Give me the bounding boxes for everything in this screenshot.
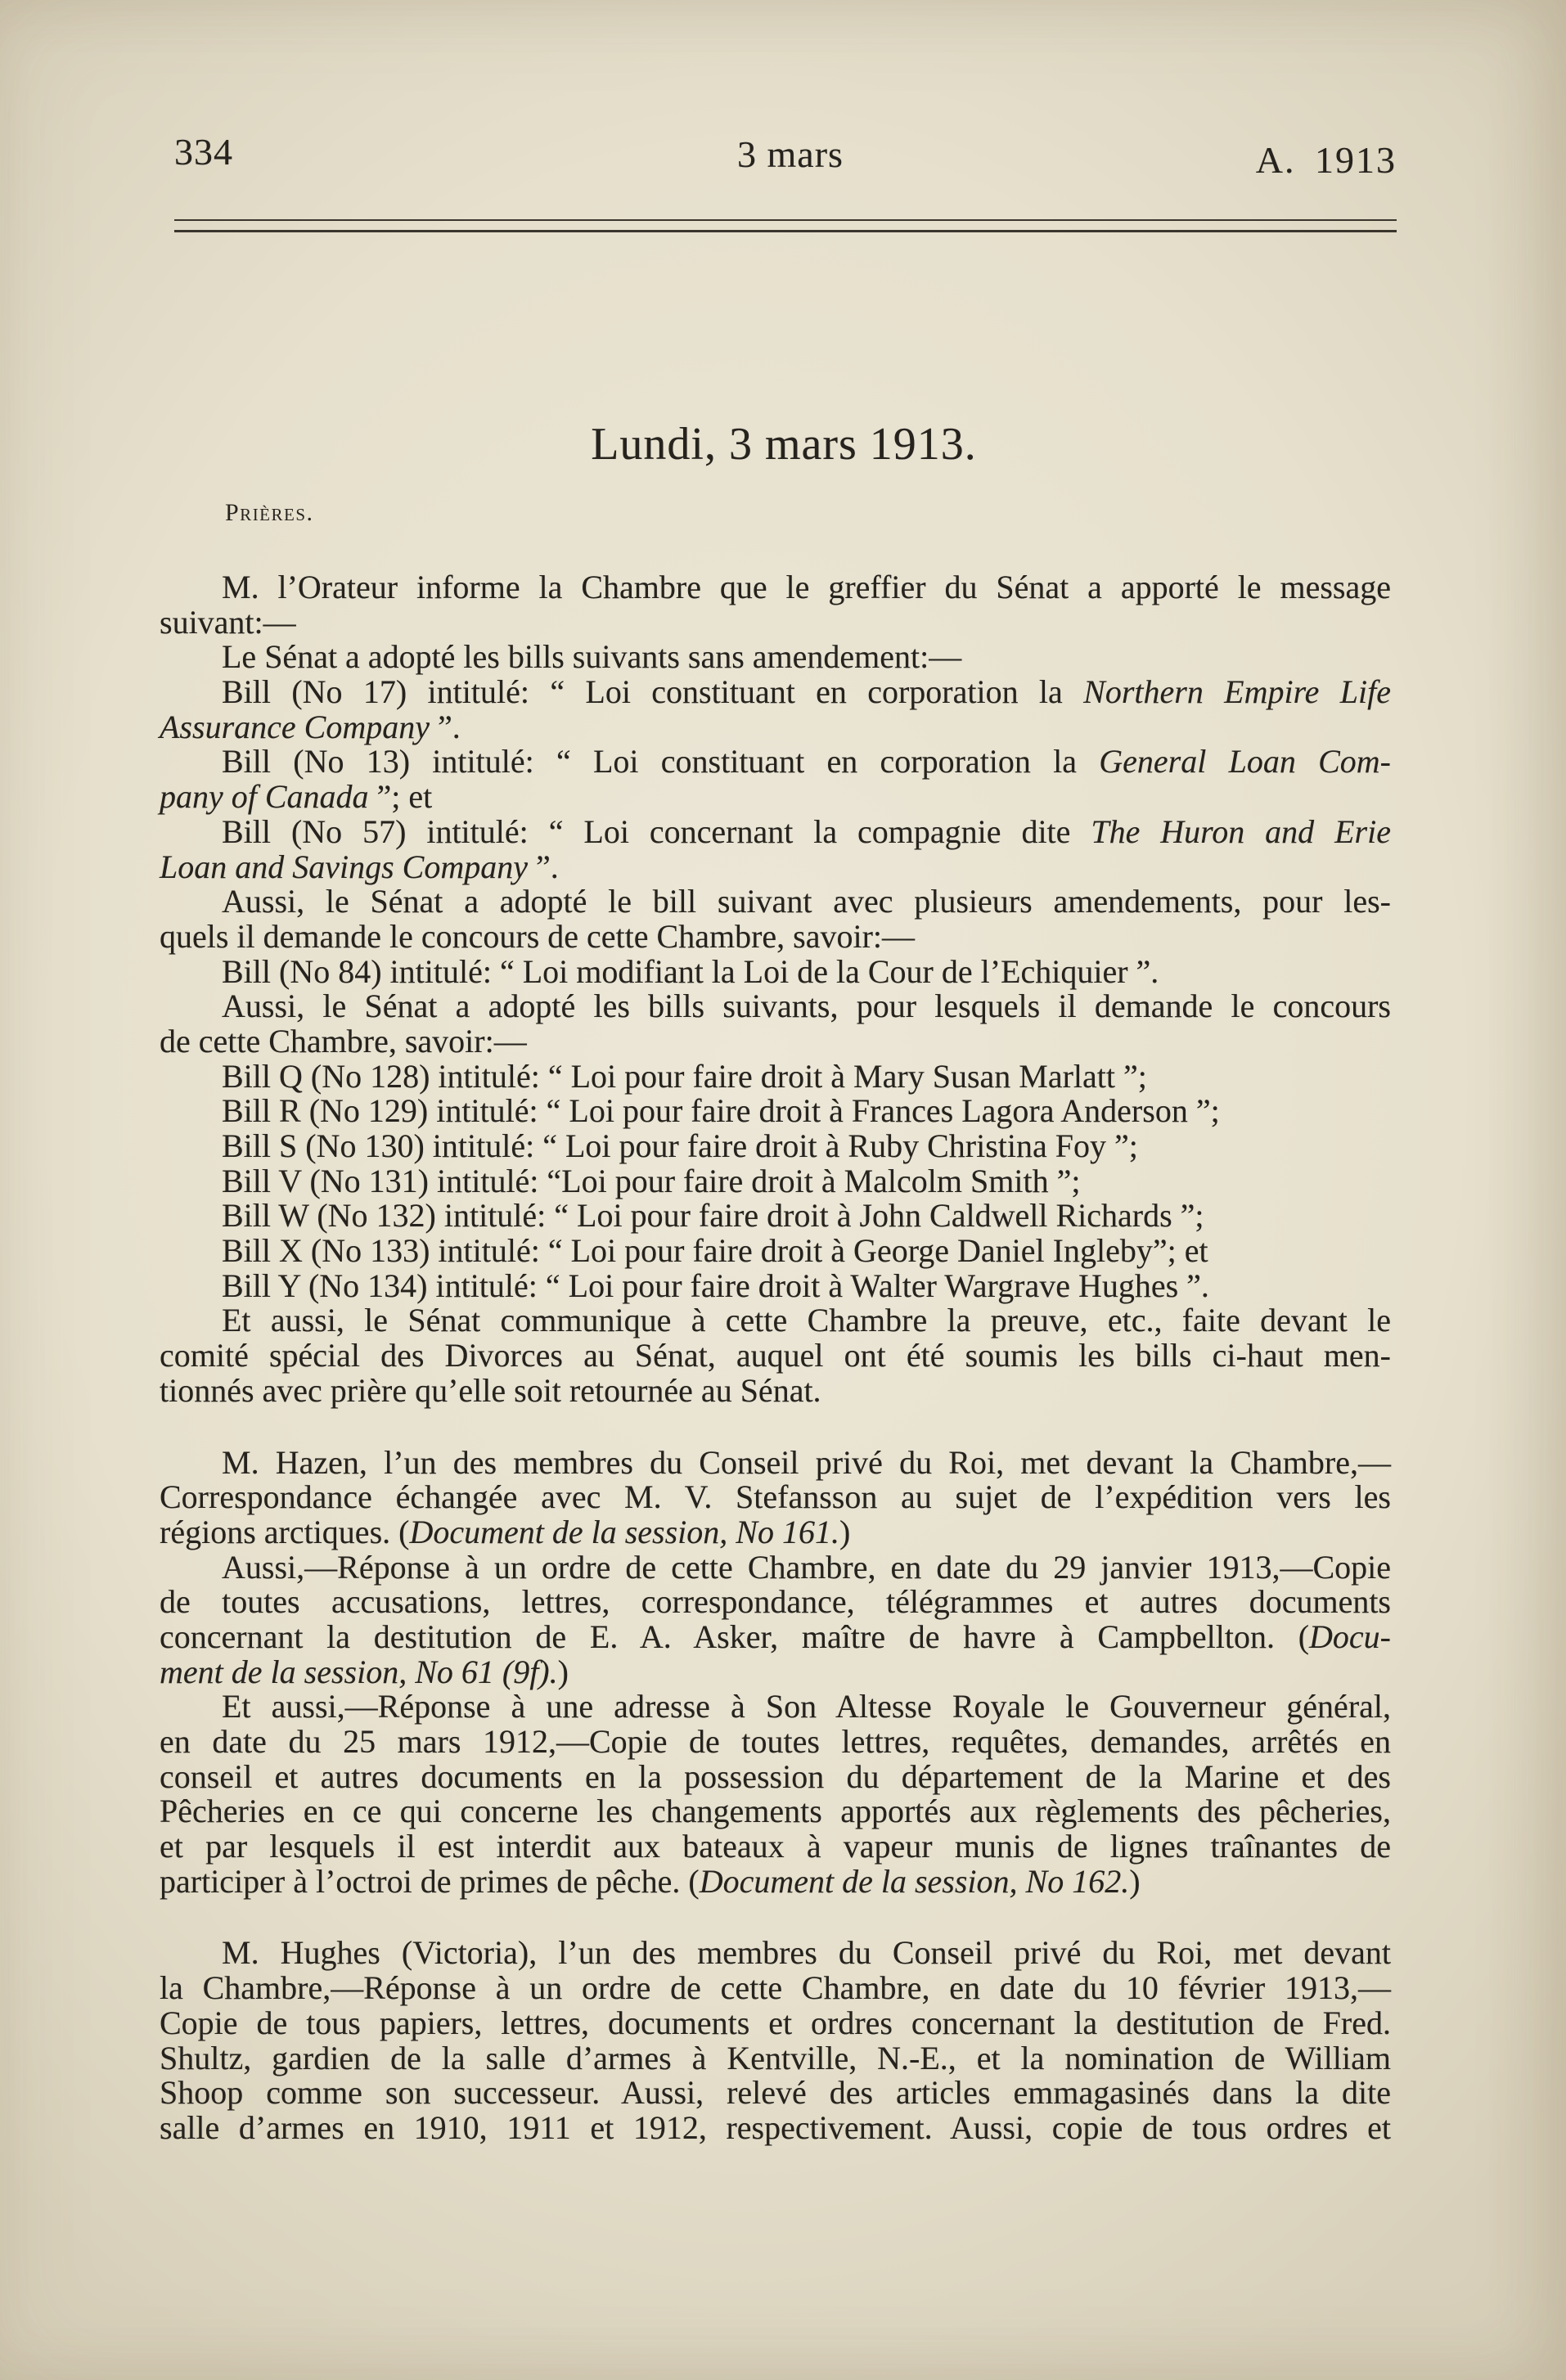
text-run: de toutes accusations, lettres, correspondance, télégrammes et autres documents <box>160 1583 1391 1621</box>
text-line <box>160 1971 1391 2006</box>
text-line <box>160 1024 1391 1060</box>
text-run: salle d’armes en 1910, 1911 et 1912, respectivement. Aussi, copie de tous ordres et <box>160 2108 1391 2146</box>
text-run: la Chambre,—Réponse à un ordre de cette Chambre, en date du 10 février 1913,— <box>160 1969 1391 2007</box>
text-run: Copie de tous papiers, lettres, documents et ordres concernant la destitution de Fred. <box>160 2004 1391 2041</box>
text-line <box>160 1936 1391 1971</box>
text-run: et par lesquels il est interdit aux bateaux à vapeur munis de lignes traînantes de <box>160 1828 1391 1865</box>
text-run: régions arctiques. ( <box>160 1513 410 1550</box>
text-line <box>160 710 1391 745</box>
text-line <box>160 1550 1391 1586</box>
text-line <box>160 1057 1391 1095</box>
paragraph <box>160 1550 1391 1690</box>
text-run: Et aussi, le Sénat communique à cette Chambre la preuve, etc., faite devant le <box>222 1302 1391 1339</box>
paragraph <box>160 1129 1391 1164</box>
text-run: Bill S (No 130) intitulé: “ Loi pour faire droit à Ruby Christina Foy ”; <box>222 1127 1138 1164</box>
text-run: Bill (No 17) intitulé: “ Loi constituant en corporation la <box>222 673 1084 711</box>
text-line <box>160 1655 1391 1690</box>
paragraph <box>160 570 1391 640</box>
italic-text: pany of Canada <box>160 778 369 816</box>
paragraph <box>160 640 1391 675</box>
italic-text: General Loan Com- <box>1099 743 1391 781</box>
italic-text: The Huron and Erie <box>1091 812 1391 850</box>
text-line <box>160 2108 1391 2146</box>
journal-entry <box>160 1936 1391 2145</box>
text-line <box>160 1129 1391 1164</box>
text-run: de cette Chambre, savoir:— <box>160 1022 527 1060</box>
text-run: Aussi,—Réponse à un ordre de cette Chambre, en date du 29 janvier 1913,—Copie <box>222 1548 1391 1586</box>
text-run: M. l’Orateur informe la Chambre que le greffier du Sénat a apporté le message <box>222 569 1391 605</box>
text-line <box>160 1266 1391 1304</box>
text-line <box>160 1617 1391 1655</box>
text-line <box>160 884 1391 920</box>
italic-text: Document de la session, No 161. <box>409 1513 839 1550</box>
paragraph <box>160 812 1391 885</box>
journal-body <box>160 570 1391 2146</box>
text-run: conseil et autres documents en la possession du département de la Marine et des <box>160 1757 1391 1795</box>
header-rule-thin <box>174 219 1397 221</box>
text-line <box>160 1480 1391 1515</box>
text-run: ) <box>557 1653 569 1690</box>
text-run: concernant la destitution de E. A. Asker, maître de havre à Campbellton. ( <box>160 1617 1310 1655</box>
text-line <box>160 1199 1391 1234</box>
text-line <box>160 989 1391 1024</box>
italic-text: Docu- <box>1309 1617 1391 1655</box>
text-line <box>160 570 1391 605</box>
running-head-year: A. 1913 <box>1255 139 1397 181</box>
text-run: suivant:— <box>160 603 296 641</box>
paragraph <box>160 745 1391 814</box>
text-line <box>160 1585 1391 1620</box>
journal-entry <box>160 1443 1391 1900</box>
italic-text: Document de la session, No 162. <box>699 1862 1130 1900</box>
text-run: tionnés avec prière qu’elle soit retournée au Sénat. <box>160 1371 821 1409</box>
text-run: Bill R (No 129) intitulé: “ Loi pour faire droit à Frances Lagora Anderson ”; <box>222 1092 1220 1130</box>
text-run: Aussi, le Sénat a adopté les bills suivants, pour lesquels il demande le concours <box>222 988 1391 1025</box>
text-line <box>160 1234 1391 1269</box>
text-run: Le Sénat a adopté les bills suivants sans amendement:— <box>222 638 962 676</box>
text-line <box>160 1164 1391 1199</box>
paragraph <box>160 1303 1391 1408</box>
paragraph <box>160 989 1391 1059</box>
text-run: Bill Q (No 128) intitulé: “ Loi pour faire droit à Mary Susan Marlatt ”; <box>222 1057 1147 1095</box>
header-rule-thick <box>174 230 1397 232</box>
text-line <box>160 1515 1391 1550</box>
text-run: Bill (No 13) intitulé: “ Loi constituant en corporation la <box>222 743 1100 781</box>
page-number: 334 <box>174 131 233 173</box>
text-run: Et aussi,—Réponse à une adresse à Son Altesse Royale le Gouverneur général, <box>222 1688 1391 1725</box>
text-run: ”; et <box>368 778 433 816</box>
paragraph <box>160 1057 1391 1095</box>
text-run: ”. <box>528 848 559 885</box>
sitting-date-heading: Lundi, 3 mars 1913. <box>591 419 977 470</box>
text-line <box>160 952 1391 990</box>
paragraph <box>160 1234 1391 1269</box>
paragraph <box>160 1689 1391 1899</box>
text-line <box>160 675 1391 710</box>
text-run: comité spécial des Divorces au Sénat, auquel ont été soumis les bills ci-haut men- <box>160 1337 1391 1374</box>
text-line <box>160 745 1391 780</box>
text-run: ”. <box>429 708 461 745</box>
text-run: M. Hughes (Victoria), l’un des membres du Conseil privé du Roi, met devant <box>222 1934 1391 1972</box>
text-run: quels il demande le concours de cette Chambre, savoir:— <box>160 917 916 955</box>
italic-text: Loan and Savings Company <box>160 848 528 885</box>
text-line <box>160 1303 1391 1338</box>
text-run: M. Hazen, l’un des membres du Conseil privé du Roi, met devant la Chambre,— <box>222 1443 1391 1481</box>
text-line <box>160 1689 1391 1725</box>
paragraph <box>160 1443 1391 1550</box>
text-line <box>160 1757 1391 1795</box>
text-line <box>160 1338 1391 1374</box>
text-run: Aussi, le Sénat a adopté le bill suivant avec plusieurs amendements, pour les- <box>222 883 1391 920</box>
text-run: en date du 25 mars 1912,—Copie de toutes lettres, requêtes, demandes, arrêtés en <box>160 1723 1391 1760</box>
text-run: Correspondance échangée avec M. V. Stefansson au sujet de l’expédition vers les <box>160 1478 1391 1516</box>
journal-entry <box>160 570 1391 1409</box>
paragraph <box>160 1266 1391 1304</box>
text-run: Bill W (No 132) intitulé: “ Loi pour faire droit à John Caldwell Richards ”; <box>222 1197 1204 1235</box>
text-run: participer à l’octroi de primes de pêche. ( <box>160 1862 700 1900</box>
text-line <box>160 850 1391 885</box>
text-run: Bill (No 84) intitulé: “ Loi modifiant la Loi de la Cour de l’Echiquier ”. <box>222 952 1159 990</box>
text-run: ) <box>839 1513 851 1550</box>
text-line <box>160 1794 1391 1829</box>
italic-text: Assurance Company <box>160 708 430 745</box>
paragraph <box>160 1164 1391 1199</box>
text-run: Shoop comme son successeur. Aussi, relevé des articles emmagasinés dans la dite <box>160 2074 1391 2112</box>
text-run: Bill X (No 133) intitulé: “ Loi pour faire droit à George Daniel Ingleby”; et <box>222 1232 1208 1270</box>
text-line <box>160 2041 1391 2076</box>
text-line <box>160 917 1391 955</box>
text-run: Shultz, gardien de la salle d’armes à Kentville, N.-E., et la nomination de William <box>160 2039 1391 2076</box>
paragraph <box>160 884 1391 954</box>
text-run: Bill Y (No 134) intitulé: “ Loi pour faire droit à Walter Wargrave Hughes ”. <box>222 1266 1209 1304</box>
italic-text: ment de la session, No 61 (9f). <box>160 1653 558 1690</box>
text-line <box>160 1094 1391 1129</box>
text-line <box>160 1371 1391 1409</box>
text-line <box>160 2076 1391 2111</box>
italic-text: Northern Empire Life <box>1083 673 1391 711</box>
running-head-date: 3 mars <box>737 133 844 175</box>
text-line <box>160 2006 1391 2041</box>
text-line <box>160 780 1391 815</box>
text-line <box>160 1829 1391 1865</box>
paragraph <box>160 952 1391 990</box>
text-run: ) <box>1129 1862 1141 1900</box>
prayers-label: Prières. <box>225 499 314 526</box>
text-line <box>160 1725 1391 1760</box>
text-line <box>160 605 1391 641</box>
paragraph <box>160 675 1391 745</box>
text-line <box>160 1862 1391 1900</box>
paragraph <box>160 1936 1391 2145</box>
paragraph <box>160 1094 1391 1129</box>
text-run: Bill V (No 131) intitulé: “Loi pour faire droit à Malcolm Smith ”; <box>222 1162 1081 1199</box>
text-line <box>160 1443 1391 1481</box>
text-line <box>160 812 1391 850</box>
text-line <box>160 640 1391 675</box>
text-run: Pêcheries en ce qui concerne les changements apportés aux règlements des pêcheries, <box>160 1793 1391 1830</box>
text-run: Bill (No 57) intitulé: “ Loi concernant la compagnie dite <box>222 812 1091 850</box>
paragraph <box>160 1199 1391 1234</box>
